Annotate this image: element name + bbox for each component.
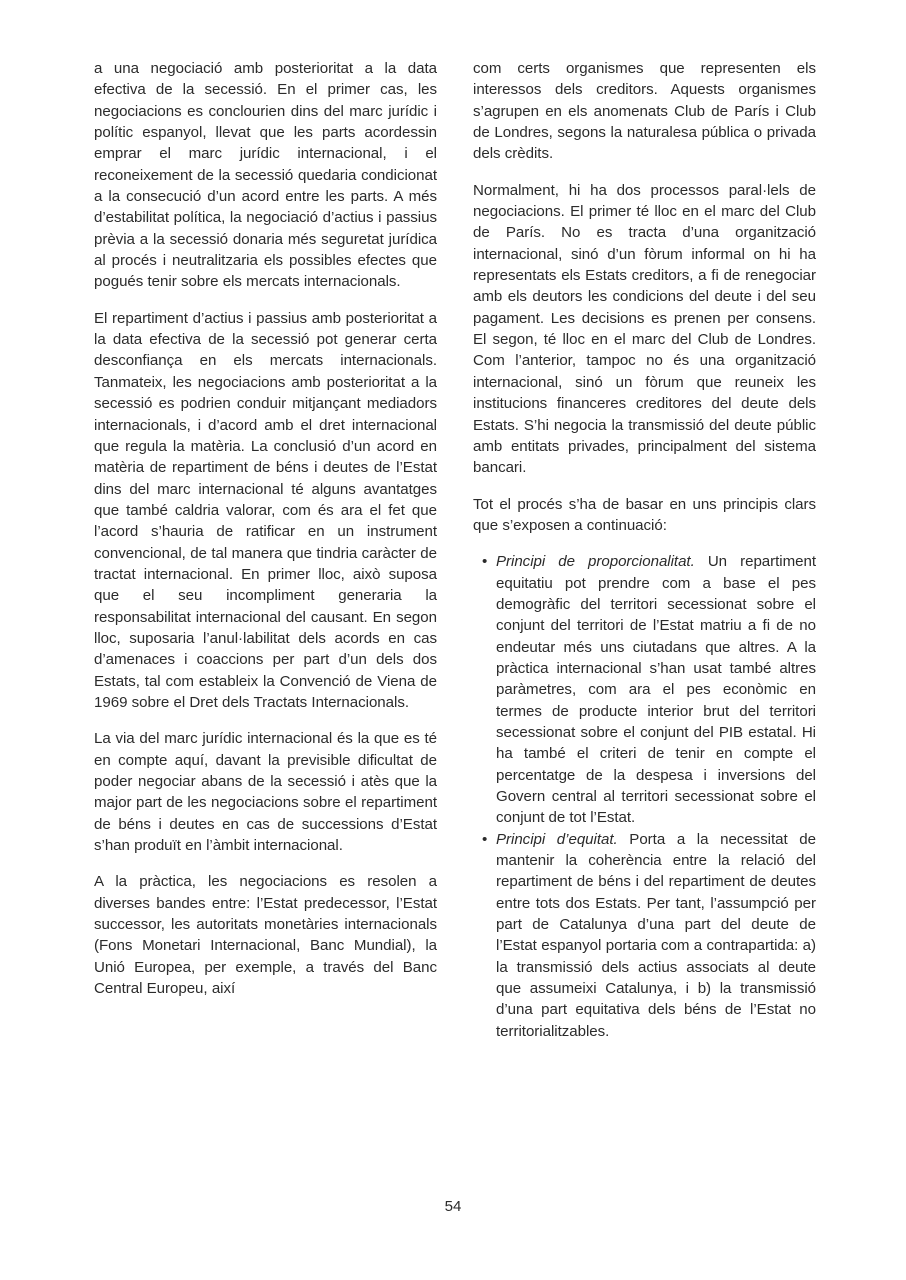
principle-text: Porta a la necessitat de mantenir la coherència entre la relació del repartiment de béns i del repartiment de deutes entre tots dos Estats. Per tant, l’assumpció per part de Catalunya d’una part del deute de l’Estat espanyol portaria com a contrapartida: a) la transmissió dels actius associats al deute que assumeixi Catalunya, i b) la transmissió d’una part equitativa dels béns de l’Estat no territorialitzables. xyxy=(496,830,817,1040)
paragraph: El repartiment d’actius i passius amb posterioritat a la data efectiva de la secessió pot generar certa desconfiança en els mercats internacionals. Tanmateix, les negociacions amb posterioritat a la secessió es podrien conduir mitjançant mediadors internacionals, i d’acord amb el dret internacional que regula la matèria. La conclusió d’un acord en matèria de repartiment de béns i deutes de l’Estat dins del marc internacional té alguns avantatges que també caldria valorar, com és ara el fet que l’acord s’hauria de ratificar en un instrument convencional, de tal manera que tindria caràcter de tractat internacional. En primer lloc, això suposa que el seu incompliment generaria la responsabilitat internacional del causant. En segon lloc, suposaria l’anul·labilitat dels acords en cas d’amenaces i coaccions per part d’un dels dos Estats, tal com estableix la Convenció de Viena de 1969 sobre el Dret dels Tractats Internacionals. xyxy=(94,309,437,711)
bullet-icon: • xyxy=(482,553,488,571)
bullet-icon: • xyxy=(482,830,488,848)
paragraph: Tot el procés s’ha de basar en uns principis clars que s’exposen a continuació: xyxy=(473,495,816,534)
paragraph: com certs organismes que representen els interessos dels creditors. Aquests organismes s’agrupen en els anomenats Club de París i Club de Londres, segons la naturalesa pública o privada dels crèdits. xyxy=(473,60,816,163)
paragraph: La via del marc jurídic internacional és la que es té en compte aquí, davant la previsible dificultat de poder negociar abans de la secessió i atès que la major part de les negociacions sobre el repartiment de béns i deutes en cas de successions d’Estat s’han produït en l’àmbit internacional. xyxy=(94,730,437,855)
principle-term: Principi d’equitat. xyxy=(496,830,618,848)
paragraph: A la pràctica, les negociacions es resolen a diverses bandes entre: l’Estat predecessor, l’Estat successor, les autoritats monetàries internacionals (Fons Monetari Internacional, Banc Mundial), la Unió Europea, per exemple, a través del Banc Central Europeu, així xyxy=(94,873,437,998)
principle-term: Principi de proporcionalitat. xyxy=(496,553,695,571)
left-column xyxy=(94,58,437,999)
principles-list xyxy=(473,551,816,1042)
list-item xyxy=(473,829,816,1042)
two-column-body xyxy=(94,58,816,1042)
paragraph: Normalment, hi ha dos processos paral·lels de negociacions. El primer té lloc en el marc del Club de París. No es tracta d’una organització internacional, sinó d’un fòrum informal on hi ha representats els Estats creditors, a fi de renegociar amb els deutors les condicions del deute i del seu pagament. Les decisions es prenen per consens. El segon, té lloc en el marc del Club de Londres. Com l’anterior, tampoc no és una organització internacional, sinó un fòrum que reuneix les institucions financeres creditores del deute dels Estats. S’hi negocia la transmissió del deute públic amb entitats privades, principalment del sistema bancari. xyxy=(473,181,816,477)
principle-text: Un repartiment equitatiu pot prendre com a base el pes demogràfic del territori secessionat sobre el conjunt del territori de l’Estat matriu a fi de no endeutar més uns ciutadans que altres. A la pràctica internacional s’han usat també altres paràmetres, com ara el pes econòmic en termes de producte interior brut del territori secessionat sobre el conjunt del PIB estatal. Hi ha també el criteri de tenir en compte el percentatge de la despesa i inversions del Govern central al territori secessionat sobre el conjunt de tot l’Estat. xyxy=(496,553,817,827)
page-number: 54 xyxy=(444,1198,462,1215)
paragraph: a una negociació amb posterioritat a la data efectiva de la secessió. En el primer cas, les negociacions es conclourien dins del marc jurídic i polític espanyol, llevat que les parts acordessin emprar el marc jurídic internacional, i el reconeixement de la secessió quedaria condicionat a la consecució d’un acord entre les parts. A més d’estabilitat política, la negociació d’actius i passius prèvia a la secessió donaria més seguretat jurídica al procés i neutralitzaria els possibles efectes que pogués tenir sobre els mercats internacionals. xyxy=(94,60,437,291)
right-column xyxy=(473,58,816,1042)
list-item xyxy=(473,551,816,828)
